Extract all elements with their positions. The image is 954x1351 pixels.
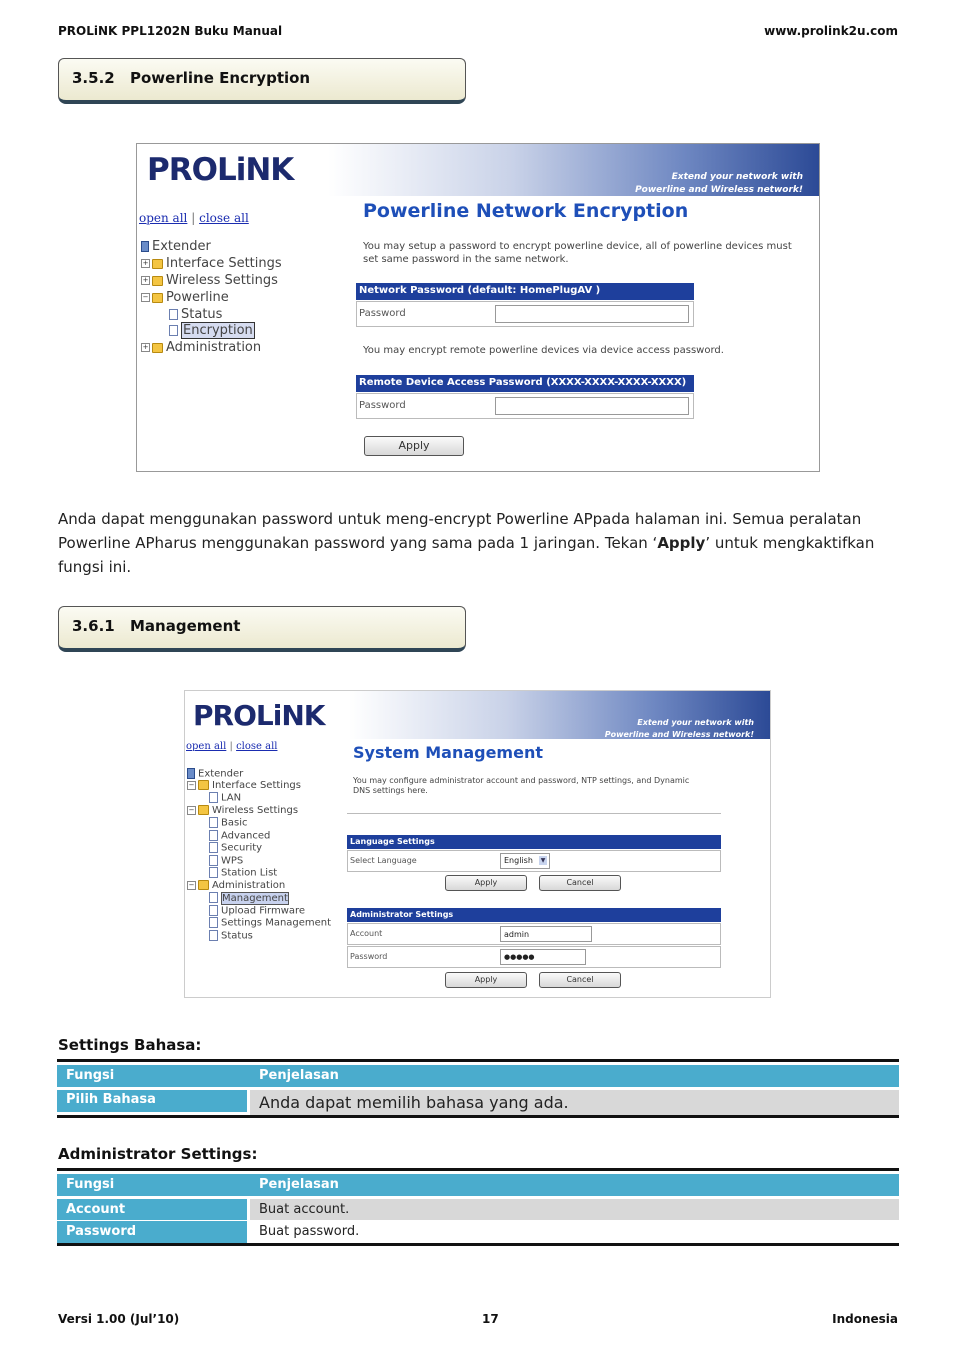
- tree-item-advanced[interactable]: Advanced: [209, 830, 270, 842]
- page-icon: [209, 817, 218, 828]
- cell-fungsi: Password: [57, 1221, 247, 1243]
- network-password-bar: Network Password (default: HomePlugAV ): [356, 283, 694, 300]
- tree-item-wireless-settings[interactable]: + Wireless Settings: [142, 273, 278, 288]
- page-icon: [209, 905, 218, 916]
- cell-fungsi: Account: [57, 1199, 247, 1220]
- collapse-icon[interactable]: −: [142, 293, 149, 301]
- network-password-label: Password: [359, 308, 406, 319]
- page-icon: [209, 917, 218, 928]
- expand-icon[interactable]: +: [142, 276, 149, 284]
- password-label: Password: [350, 952, 388, 961]
- remote-password-input[interactable]: [495, 397, 689, 415]
- page-icon: [209, 867, 218, 878]
- tree-item-administration[interactable]: + Administration: [142, 340, 262, 355]
- tree-item-wireless-settings[interactable]: − Wireless Settings: [188, 805, 299, 816]
- page-icon: [209, 792, 218, 803]
- page-icon: [169, 309, 178, 320]
- folder-icon: [198, 805, 209, 815]
- admin-apply-button[interactable]: Apply: [445, 972, 527, 988]
- table-row: [57, 1221, 899, 1243]
- cell-fungsi: Pilih Bahasa: [57, 1090, 247, 1112]
- language-settings-bar: Language Settings: [347, 835, 721, 849]
- table-header-row: [57, 1174, 899, 1196]
- header-penjelasan: Penjelasan: [250, 1174, 899, 1196]
- header-doc-title: PROLiNK PPL1202N Buku Manual: [58, 24, 283, 38]
- slogan: [605, 717, 754, 741]
- administrator-settings-table: [57, 1168, 899, 1246]
- language-label: Select Language: [350, 856, 417, 865]
- tree-item-status[interactable]: Status: [209, 930, 253, 942]
- folder-icon: [198, 880, 209, 890]
- cell-penjelasan: Buat account.: [250, 1199, 899, 1220]
- language-cancel-button[interactable]: Cancel: [539, 875, 621, 891]
- page-icon: [209, 855, 218, 866]
- computer-icon: [141, 241, 149, 252]
- page-title: System Management: [353, 743, 543, 762]
- header-website: www.prolink2u.com: [764, 24, 898, 38]
- header-penjelasan: Penjelasan: [250, 1065, 899, 1087]
- tree-item-basic[interactable]: Basic: [209, 817, 247, 829]
- footer-language: Indonesia: [832, 1312, 898, 1326]
- administrator-settings-bar: Administrator Settings: [347, 908, 721, 922]
- table-label-language: Settings Bahasa:: [58, 1036, 202, 1054]
- header-fungsi: Fungsi: [57, 1065, 247, 1087]
- tree-item-extender[interactable]: Extender: [187, 768, 243, 780]
- language-settings-table: [57, 1059, 899, 1118]
- collapse-icon[interactable]: −: [188, 780, 195, 789]
- page-description: You may setup a password to encrypt powerline device, all of powerline devices must set same password in the same network.: [363, 241, 792, 265]
- page-description: You may configure administrator account and password, NTP settings, and Dynamic DNS settings here.: [353, 776, 690, 795]
- banner: [185, 691, 770, 739]
- table-label-administrator: Administrator Settings:: [58, 1145, 258, 1163]
- slogan-line-2: Powerline and Wireless network!: [635, 185, 803, 195]
- network-password-input[interactable]: [495, 305, 689, 323]
- language-apply-button[interactable]: Apply: [445, 875, 527, 891]
- slogan-line-1: Extend your network with: [671, 172, 803, 182]
- chevron-down-icon[interactable]: ▼: [540, 857, 546, 864]
- prolink-logo: PROLiNK: [193, 699, 325, 732]
- folder-icon: [152, 343, 163, 353]
- tree-item-upload-firmware[interactable]: Upload Firmware: [209, 905, 305, 917]
- folder-icon: [198, 780, 209, 790]
- header-fungsi: Fungsi: [57, 1174, 247, 1196]
- password-input[interactable]: ●●●●●: [500, 949, 586, 965]
- collapse-icon[interactable]: −: [188, 805, 195, 814]
- tree-item-powerline[interactable]: − Powerline: [142, 290, 229, 305]
- slogan-line-2: Powerline and Wireless network!: [604, 730, 754, 739]
- expand-icon[interactable]: +: [142, 259, 149, 267]
- tree-item-station-list[interactable]: Station List: [209, 867, 277, 879]
- link-separator: |: [191, 211, 196, 225]
- encryption-paragraph: Anda dapat menggunakan password untuk meng-encrypt Powerline APpada halaman ini. Semua peralatan Powerline APharus menggunakan password yang sama pada 1 jaringan. Tekan ‘Apply’ untuk mengkaktifkan fungsi ini.: [58, 510, 875, 576]
- screenshot-powerline-encryption: [136, 143, 820, 472]
- section-number: 3.5.2: [72, 69, 115, 87]
- section-number: 3.6.1: [72, 617, 115, 635]
- expand-icon[interactable]: +: [142, 343, 149, 351]
- footer-page-number: 17: [482, 1312, 499, 1326]
- tree-item-wps[interactable]: WPS: [209, 855, 243, 867]
- cell-penjelasan: Anda dapat memilih bahasa yang ada.: [250, 1090, 899, 1115]
- language-select-value: English: [504, 856, 533, 865]
- network-password-row: [356, 301, 694, 327]
- account-row: [347, 923, 721, 945]
- remote-password-bar: Remote Device Access Password (XXXX-XXXX-XXXX-XXXX): [356, 375, 694, 392]
- page-icon: [209, 830, 218, 841]
- folder-icon: [152, 293, 163, 303]
- password-row: [347, 946, 721, 968]
- tree-item-encryption[interactable]: Encryption: [169, 323, 255, 338]
- page-icon: [209, 842, 218, 853]
- remote-password-label: Password: [359, 400, 406, 411]
- banner: [137, 144, 819, 196]
- table-row: [57, 1090, 899, 1115]
- remote-description: You may encrypt remote powerline devices via device access password.: [363, 345, 724, 356]
- section-heading-management: [58, 606, 466, 652]
- table-row: [57, 1199, 899, 1220]
- tree-item-interface-settings[interactable]: − Interface Settings: [188, 780, 301, 791]
- slogan: [635, 171, 803, 197]
- tree-item-security[interactable]: Security: [209, 842, 262, 854]
- computer-icon: [187, 768, 195, 779]
- footer-version: Versi 1.00 (Jul’10): [58, 1312, 180, 1326]
- tree-toggle-links: [186, 741, 277, 752]
- tree-item-management[interactable]: Management: [209, 892, 289, 904]
- section-heading-encryption: [58, 58, 466, 104]
- account-label: Account: [350, 929, 383, 938]
- tree-item-settings-management[interactable]: Settings Management: [209, 917, 331, 929]
- page-icon: [209, 892, 218, 903]
- table-header-row: [57, 1065, 899, 1087]
- tree-item-extender[interactable]: Extender: [141, 239, 211, 254]
- language-row: [347, 850, 721, 872]
- apply-button[interactable]: Apply: [364, 436, 464, 456]
- open-all-link[interactable]: open all: [186, 741, 227, 752]
- folder-icon: [152, 276, 163, 286]
- close-all-link[interactable]: close all: [236, 741, 278, 752]
- tree-item-interface-settings[interactable]: + Interface Settings: [142, 256, 282, 271]
- cell-penjelasan: Buat password.: [250, 1221, 899, 1243]
- tree-item-lan[interactable]: LAN: [209, 792, 241, 804]
- remote-password-row: [356, 393, 694, 419]
- section-title: Powerline Encryption: [130, 69, 311, 87]
- tree-item-administration[interactable]: − Administration: [188, 880, 286, 891]
- page-icon: [209, 930, 218, 941]
- account-input[interactable]: admin: [500, 926, 592, 942]
- folder-icon: [152, 259, 163, 269]
- slogan-line-1: Extend your network with: [637, 718, 754, 727]
- tree-item-status[interactable]: Status: [169, 307, 222, 322]
- screenshot-system-management: [184, 690, 771, 998]
- language-select[interactable]: [500, 853, 550, 869]
- collapse-icon[interactable]: −: [188, 880, 195, 889]
- prolink-logo: PROLiNK: [147, 152, 294, 188]
- page-icon: [169, 325, 178, 336]
- close-all-link[interactable]: close all: [199, 211, 249, 225]
- link-separator: |: [229, 741, 233, 752]
- admin-cancel-button[interactable]: Cancel: [539, 972, 621, 988]
- section-title: Management: [130, 617, 241, 635]
- open-all-link[interactable]: open all: [139, 211, 188, 225]
- divider: [347, 813, 721, 814]
- tree-toggle-links: [139, 211, 249, 225]
- page-title: Powerline Network Encryption: [363, 200, 689, 222]
